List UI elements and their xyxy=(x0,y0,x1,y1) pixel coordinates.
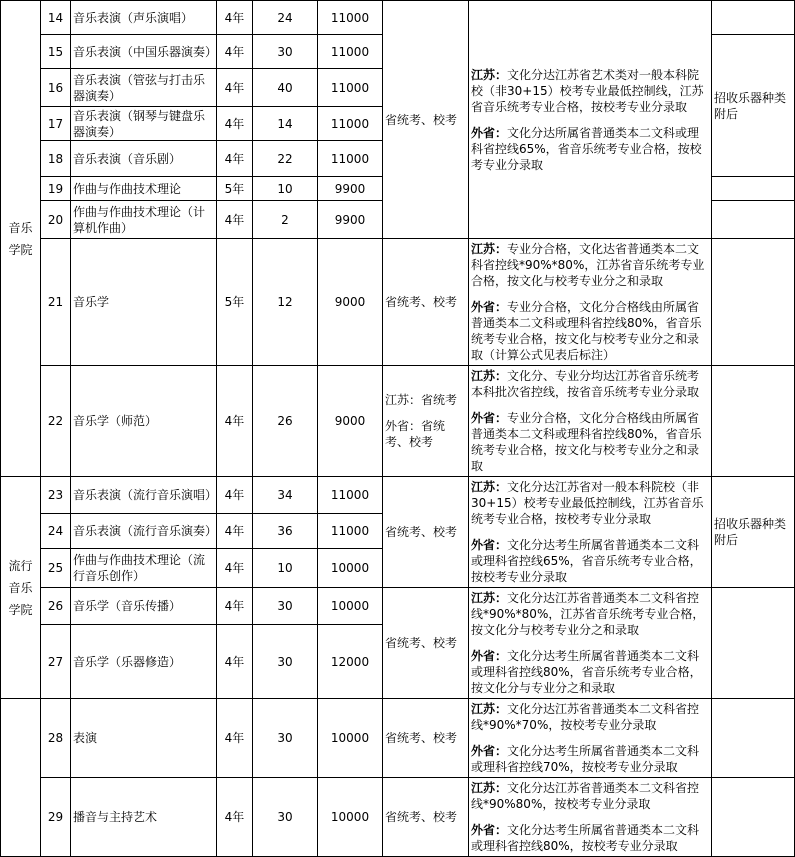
admission-rule xyxy=(469,239,712,366)
tuition-fee: 10000 xyxy=(318,588,383,625)
rule-label: 江苏： xyxy=(471,480,508,494)
years: 4年 xyxy=(217,477,253,514)
tuition-fee: 11000 xyxy=(318,107,383,141)
remark xyxy=(712,177,795,201)
remark: 招收乐器种类附后 xyxy=(712,35,795,177)
major-name: 音乐表演（管弦与打击乐器演奏） xyxy=(71,69,217,107)
table-row xyxy=(1,477,795,514)
tuition-fee: 11000 xyxy=(318,69,383,107)
years: 4年 xyxy=(217,778,253,857)
years: 4年 xyxy=(217,69,253,107)
major-name: 表演 xyxy=(71,699,217,778)
rule-outside xyxy=(471,648,709,696)
plan-count: 30 xyxy=(253,778,318,857)
remark xyxy=(712,201,795,239)
rule-text: 文化分达考生所属省普通类本二文科或理科省控线80%，省音乐统考专业合格，按文化分与专业分之和录取 xyxy=(471,649,702,695)
remark xyxy=(712,588,795,699)
row-number: 17 xyxy=(41,107,71,141)
table-row xyxy=(1,239,795,366)
rule-text: 文化分、专业分均达江苏省音乐统考本科批次省控线，按省音乐统考专业分录取 xyxy=(471,369,700,399)
remark xyxy=(712,239,795,366)
rule-jiangsu xyxy=(471,701,709,733)
admission-rule xyxy=(469,588,712,699)
rule-text: 文化分达江苏省普通类本二文科省控线*90%*70%，按校考专业分录取 xyxy=(471,702,700,732)
years: 4年 xyxy=(217,201,253,239)
rule-jiangsu xyxy=(471,780,709,812)
exam-outside: 外省：省统考、校考 xyxy=(385,419,446,449)
table-row xyxy=(1,699,795,778)
tuition-fee: 12000 xyxy=(318,625,383,699)
row-number: 16 xyxy=(41,69,71,107)
rule-outside xyxy=(471,299,709,363)
exam-type xyxy=(383,366,469,477)
rule-label: 江苏： xyxy=(471,591,508,605)
plan-count: 40 xyxy=(253,69,318,107)
plan-count: 34 xyxy=(253,477,318,514)
exam-type: 省统考、校考 xyxy=(383,778,469,857)
remark xyxy=(712,1,795,35)
rule-text: 文化分达江苏省对一般本科院校（非30+15）校考专业最低控制线，江苏省音乐统考专业合格，按校考专业分录取 xyxy=(471,480,704,526)
table-row xyxy=(1,1,795,35)
admission-rule xyxy=(469,699,712,778)
row-number: 14 xyxy=(41,1,71,35)
rule-text: 文化分达所属省普通类本二文科或理科省控线65%，省音乐统考专业合格，按校考专业分录取 xyxy=(471,125,702,172)
row-number: 24 xyxy=(41,514,71,549)
row-number: 15 xyxy=(41,35,71,69)
major-name: 音乐表演（钢琴与键盘乐器演奏） xyxy=(71,107,217,141)
remark xyxy=(712,366,795,477)
rule-outside xyxy=(471,537,709,585)
row-number: 19 xyxy=(41,177,71,201)
rule-text: 文化分达考生所属省普通类本二文科或理科省控线80%，按校考专业分录取 xyxy=(471,823,700,853)
admission-rule xyxy=(469,1,712,239)
tuition-fee: 10000 xyxy=(318,699,383,778)
rule-jiangsu xyxy=(471,590,709,638)
years: 4年 xyxy=(217,588,253,625)
years: 5年 xyxy=(217,239,253,366)
row-number: 26 xyxy=(41,588,71,625)
rule-text: 专业分合格，文化分合格线由所属省普通类本二文科或理科省控线80%，省音乐统考专业合格，按文化与校考专业分之和录取（计算公式见表后标注） xyxy=(471,300,702,362)
plan-count: 30 xyxy=(253,625,318,699)
tuition-fee: 11000 xyxy=(318,477,383,514)
plan-count: 14 xyxy=(253,107,318,141)
rule-label: 外省： xyxy=(471,649,508,663)
remark xyxy=(712,699,795,778)
tuition-fee: 9000 xyxy=(318,366,383,477)
years: 4年 xyxy=(217,514,253,549)
years: 4年 xyxy=(217,699,253,778)
years: 4年 xyxy=(217,141,253,177)
exam-type: 省统考、校考 xyxy=(383,239,469,366)
table-row xyxy=(1,778,795,857)
exam-type: 省统考、校考 xyxy=(383,588,469,699)
major-name: 音乐表演（中国乐器演奏） xyxy=(71,35,217,69)
rule-text: 专业分合格，文化分合格线由所属省普通类本二文科或理科省控线80%，省音乐统考专业合格，按文化与校考专业分之和录取 xyxy=(471,411,702,473)
rule-jiangsu xyxy=(471,67,709,115)
row-number: 21 xyxy=(41,239,71,366)
table-row xyxy=(1,366,795,477)
major-name: 音乐学（师范） xyxy=(71,366,217,477)
college-music xyxy=(1,1,41,477)
rule-label: 江苏： xyxy=(471,702,508,716)
row-number: 27 xyxy=(41,625,71,699)
years: 4年 xyxy=(217,1,253,35)
row-number: 22 xyxy=(41,366,71,477)
rule-label: 江苏： xyxy=(471,781,508,795)
college-name: 音乐学院 xyxy=(8,220,33,257)
rule-label: 江苏： xyxy=(471,369,508,383)
rule-outside xyxy=(471,822,709,854)
rule-text: 专业分合格，文化达省普通类本二文科省控线*90%*80%，江苏省音乐统考专业合格，按文化与校考专业分之和录取 xyxy=(471,242,705,288)
college-name: 流行音乐学院 xyxy=(8,558,33,617)
plan-count: 22 xyxy=(253,141,318,177)
rule-text: 文化分达考生所属省普通类本二文科或理科省控线70%，按校考专业分录取 xyxy=(471,744,700,774)
row-number: 20 xyxy=(41,201,71,239)
rule-text: 文化分达江苏省普通类本二文科省控线*90%80%，按校考专业分录取 xyxy=(471,781,700,811)
admission-rule xyxy=(469,366,712,477)
exam-type: 省统考、校考 xyxy=(383,477,469,588)
plan-count: 12 xyxy=(253,239,318,366)
rule-text: 文化分达考生所属省普通类本二文科或理科省控线65%，省音乐统考专业合格，按校考专业分录取 xyxy=(471,538,702,584)
major-name: 音乐表演（流行音乐演奏） xyxy=(71,514,217,549)
rule-label: 外省： xyxy=(471,823,508,837)
tuition-fee: 9900 xyxy=(318,177,383,201)
major-name: 作曲与作曲技术理论（流行音乐创作） xyxy=(71,548,217,587)
rule-label: 江苏： xyxy=(471,242,508,256)
rule-label: 外省： xyxy=(471,411,508,425)
rule-outside xyxy=(471,125,709,173)
tuition-fee: 10000 xyxy=(318,548,383,587)
tuition-fee: 11000 xyxy=(318,1,383,35)
plan-count: 10 xyxy=(253,548,318,587)
years: 4年 xyxy=(217,107,253,141)
remark: 招收乐器种类附后 xyxy=(712,477,795,588)
exam-type: 省统考、校考 xyxy=(383,1,469,239)
rule-text: 文化分达江苏省艺术类对一般本科院校（非30+15）校考专业最低控制线，江苏省音乐统考专业合格，按校考专业分录取 xyxy=(471,67,704,114)
major-name: 播音与主持艺术 xyxy=(71,778,217,857)
years: 4年 xyxy=(217,35,253,69)
major-name: 音乐表演（流行音乐演唱） xyxy=(71,477,217,514)
plan-count: 36 xyxy=(253,514,318,549)
tuition-fee: 11000 xyxy=(318,141,383,177)
major-name: 音乐表演（声乐演唱） xyxy=(71,1,217,35)
plan-count: 2 xyxy=(253,201,318,239)
row-number: 29 xyxy=(41,778,71,857)
tuition-fee: 9900 xyxy=(318,201,383,239)
major-name: 音乐学（音乐传播） xyxy=(71,588,217,625)
rule-label: 外省： xyxy=(471,125,508,140)
years: 4年 xyxy=(217,366,253,477)
major-name: 作曲与作曲技术理论（计算机作曲） xyxy=(71,201,217,239)
tuition-fee: 11000 xyxy=(318,35,383,69)
row-number: 28 xyxy=(41,699,71,778)
rule-jiangsu xyxy=(471,479,709,527)
plan-count: 26 xyxy=(253,366,318,477)
admission-rule xyxy=(469,778,712,857)
major-name: 音乐学 xyxy=(71,239,217,366)
tuition-fee: 9000 xyxy=(318,239,383,366)
tuition-fee: 10000 xyxy=(318,778,383,857)
admission-rule xyxy=(469,477,712,588)
plan-count: 30 xyxy=(253,588,318,625)
rule-label: 外省： xyxy=(471,538,508,552)
major-name: 音乐表演（音乐剧） xyxy=(71,141,217,177)
rule-label: 外省： xyxy=(471,300,508,314)
plan-count: 24 xyxy=(253,1,318,35)
college-blank xyxy=(1,699,41,857)
years: 5年 xyxy=(217,177,253,201)
college-pop xyxy=(1,477,41,699)
plan-count: 30 xyxy=(253,699,318,778)
major-name: 作曲与作曲技术理论 xyxy=(71,177,217,201)
plan-count: 10 xyxy=(253,177,318,201)
remark xyxy=(712,778,795,857)
row-number: 23 xyxy=(41,477,71,514)
plan-count: 30 xyxy=(253,35,318,69)
rule-outside xyxy=(471,743,709,775)
row-number: 25 xyxy=(41,548,71,587)
rule-label: 江苏： xyxy=(471,67,508,82)
years: 4年 xyxy=(217,625,253,699)
table-row xyxy=(1,588,795,625)
rule-jiangsu xyxy=(471,241,709,289)
years: 4年 xyxy=(217,548,253,587)
rule-label: 外省： xyxy=(471,744,508,758)
rule-outside xyxy=(471,410,709,474)
exam-jiangsu: 江苏：省统考 xyxy=(385,393,458,407)
row-number: 18 xyxy=(41,141,71,177)
tuition-fee: 11000 xyxy=(318,514,383,549)
major-name: 音乐学（乐器修造） xyxy=(71,625,217,699)
rule-text: 文化分达江苏省普通类本二文科省控线*90%*80%，江苏省音乐统考专业合格，按文化分与校考专业分之和录取 xyxy=(471,591,705,637)
exam-type: 省统考、校考 xyxy=(383,699,469,778)
rule-jiangsu xyxy=(471,368,709,400)
